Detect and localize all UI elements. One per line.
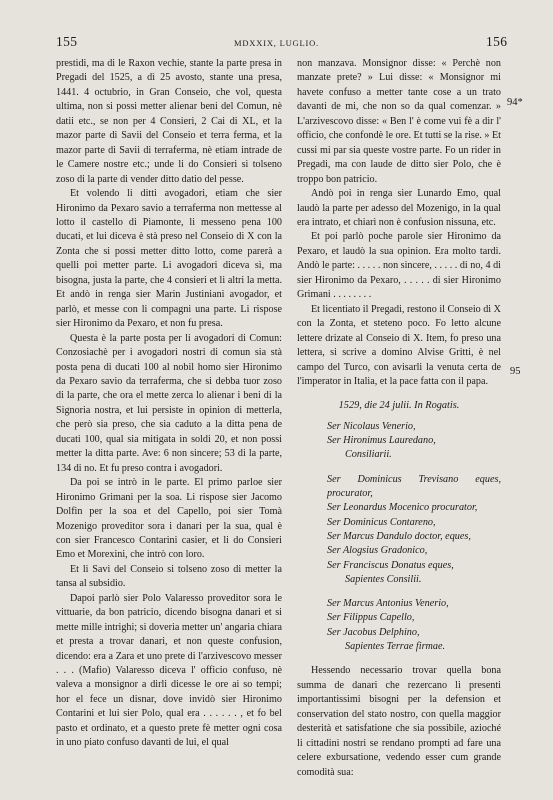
signatory-title: Consiliarii. bbox=[345, 449, 392, 461]
signatory-name: Ser Hironimus Lauredano, bbox=[327, 435, 436, 447]
signatory-name: Ser Marcus Dandulo doctor, eques, bbox=[327, 530, 471, 542]
paragraph: prestidi, ma di le Raxon vechie, stante la parte presa in Pregadi del 1525, a dì 25 avosto, stante una presa, 1441. 4 octubrio, in Gran Conseio, che vol, questa ultima, non si possi metter alienar beni del Comun, nè datii etc., se non per 4 Consieri, 2 Cai di XL, et la mazor parte di Savii del Conseio et terra ferma, et la mazor parte di Savii di terraferma, nè etiam intrade de le Camere nostre etc.; unde li do Consieri si tolseno zoso di la parte di vender ditto datio del pesse. bbox=[56, 58, 282, 185]
paragraph: Andò poi in renga sier Lunardo Emo, qual laudò la parte per adesso del Mozenigo, in la qual era intrato, et chiarì non è confusion nissuna, etc. bbox=[297, 188, 501, 228]
paragraph: Da poi se intrò in le parte. El primo parloe sier Hironimo Grimani per la soa. Li rispose sier Jacomo Dolfin per la soa et del Capello, poi sier Tomà Mozenigo proveditor sora i danari per la sua, qual è con sier Francesco Contarini casier, et li do Consieri Emo et Morexini, che intrò con loro. bbox=[56, 477, 282, 561]
paragraph: Et poi parlò poche parole sier Hironimo da Pexaro, et laudò la sua opinion. Era molto tardi. Andò le parte: . . . . . non sincere, . . . . . di no, 4 di sier Hironimo da Pexaro, . . . . . di sier Hironimo Grimani . . . . . . . . bbox=[297, 231, 501, 301]
page-header bbox=[0, 34, 553, 54]
signatory-title: Sapientes Terrae firmae. bbox=[345, 641, 446, 653]
paragraph: Et li Savi del Conseio si tolseno zoso di metter la tansa al subsidio. bbox=[56, 563, 282, 590]
signatory-name: Ser Franciscus Donatus eques, bbox=[327, 559, 454, 571]
signatory-name: Ser Filippus Capello, bbox=[327, 612, 415, 624]
signatories-sages-terraferma bbox=[297, 597, 501, 654]
paragraph: Questa è la parte posta per li avogadori di Comun: Conzosiachè per i avogadori nostri di comun sia stà posta pena di ducati 100 al nobil homo sier Hironimo da Pexaro savio da terraferma, che si debba tuor zoso di la parte, che ora el mette zerca lo alienar i beni di la Signoria nostra, et lui persiste in opinion di metterla, che però sia preso, che sia caduto a la ditta pena de ducati 100, qual sia mitigata in soldi 20, et non possi metter la ditta parte. Ave: 6 non sincere; 53 di la parte, 134 di no. Et fu preso contra i avogadori. bbox=[56, 332, 282, 474]
signatory-name: Ser Dominicus Trevisano eques, procurator, bbox=[327, 473, 501, 500]
margin-note: 95 bbox=[510, 366, 521, 377]
signatory-name: Ser Marcus Antonius Venerio, bbox=[327, 598, 449, 610]
right-column bbox=[297, 57, 501, 780]
signatory-name: Ser Alogsius Gradonico, bbox=[327, 545, 428, 557]
margin-note: 94* bbox=[507, 97, 523, 108]
signatories-councillors bbox=[297, 420, 501, 463]
left-column bbox=[56, 57, 282, 751]
signatories-sages-council bbox=[297, 473, 501, 587]
signatory-name: Ser Nicolaus Venerio, bbox=[327, 420, 416, 432]
signatory-name: Ser Leonardus Mocenico procurator, bbox=[327, 502, 478, 514]
page-number-right: 156 bbox=[486, 34, 508, 49]
signatory-title: Sapientes Consilii. bbox=[345, 573, 422, 585]
signatory-name: Ser Jacobus Delphino, bbox=[327, 626, 420, 638]
paragraph: Hessendo necessario trovar quella bona summa de danari che rezercano li presenti importantissimi bisogni per la defension et conservation del stato nostro, con quella maggior desterità et satisfatione che sia possibile, azioché li cittadini nostri se rendano prompti ad fare una celere exbursatione, vedendo esser cum grande comodità sua: bbox=[297, 665, 501, 778]
page-number-left: 155 bbox=[56, 34, 78, 49]
paragraph: Dapoi parlò sier Polo Valaresso proveditor sora le vittuarie, da bon patricio, dicendo bisogna danari et si mette mille intrighi; si doveria metter un' angaria chiara et presta a trovar danari, et non queste confusion, dicendo: era a Zara et uno prete di l'arzivescovo messer . . . (Mafio) Valaresso diceva l' officio confuso, nè valeva a monsignor a dirli dicesse le ore ai so tempi; hor el fece un disnar, dove invidò sier Hironimo Contarini et lui sier Polo, qual era . . . . . . , et fo bel pasto et ordinato, et a questo prete fè metter ogni cosa in uno piato confuso davanti de lui, el qual bbox=[56, 592, 282, 749]
paragraph: Et volendo li ditti avogadori, etiam che sier Hironimo da Pexaro savio a terraferma non mettesse al lotto il castello di Piamonte, li messeno pena 100 ducati, et lui diceva è stà preso nel Conseio di X con la Zonta che si possi metter ditto lotto, come parerà a quelli poi metter parte. Li avogadori diceva sì, ma bisogna, justa la parte, che 4 consieri et li altri la metta. Et andò in renga sier Marin Justiniani avogador, et parlò, et messe con li compagni una parte. Li rispose sier Hironimo da Pexaro, et non fu presa. bbox=[56, 188, 282, 330]
running-head: MDXXIX, LUGLIO. bbox=[234, 38, 319, 48]
paragraph: Et licentiato il Pregadi, restono il Conseio di X con la Zonta, et steteno poco. Fo letto alcune lettere drizate al Conseio di X. Item, fo preso una lettera, si scrive a domino Alvise Gritti, è nel campo del Turco, con avisarli la venuta certa de l'imperator in Italia, et la pace fatta con il papa. bbox=[297, 303, 501, 387]
dateline: 1529, die 24 julii. In Rogatis. bbox=[338, 400, 460, 412]
paragraph: non manzava. Monsignor disse: « Perchè non manzate prete? » Lui disse: « Monsignor mi havete confuso a metter tante cose a un trato davanti de mi, che non so da qual comenzar. » L'arzivescovo disse: « Ben l' è come vui fè a dir l' officio, che confondè le ore. Et tutti se la rise. » Et cussi mi par sia queste vostre parte. Fo un rider in Pregadi, ma con laude de ditto sier Polo, che è troppo bon patricio. bbox=[297, 58, 501, 185]
signatory-name: Ser Dominicus Contareno, bbox=[327, 516, 436, 528]
